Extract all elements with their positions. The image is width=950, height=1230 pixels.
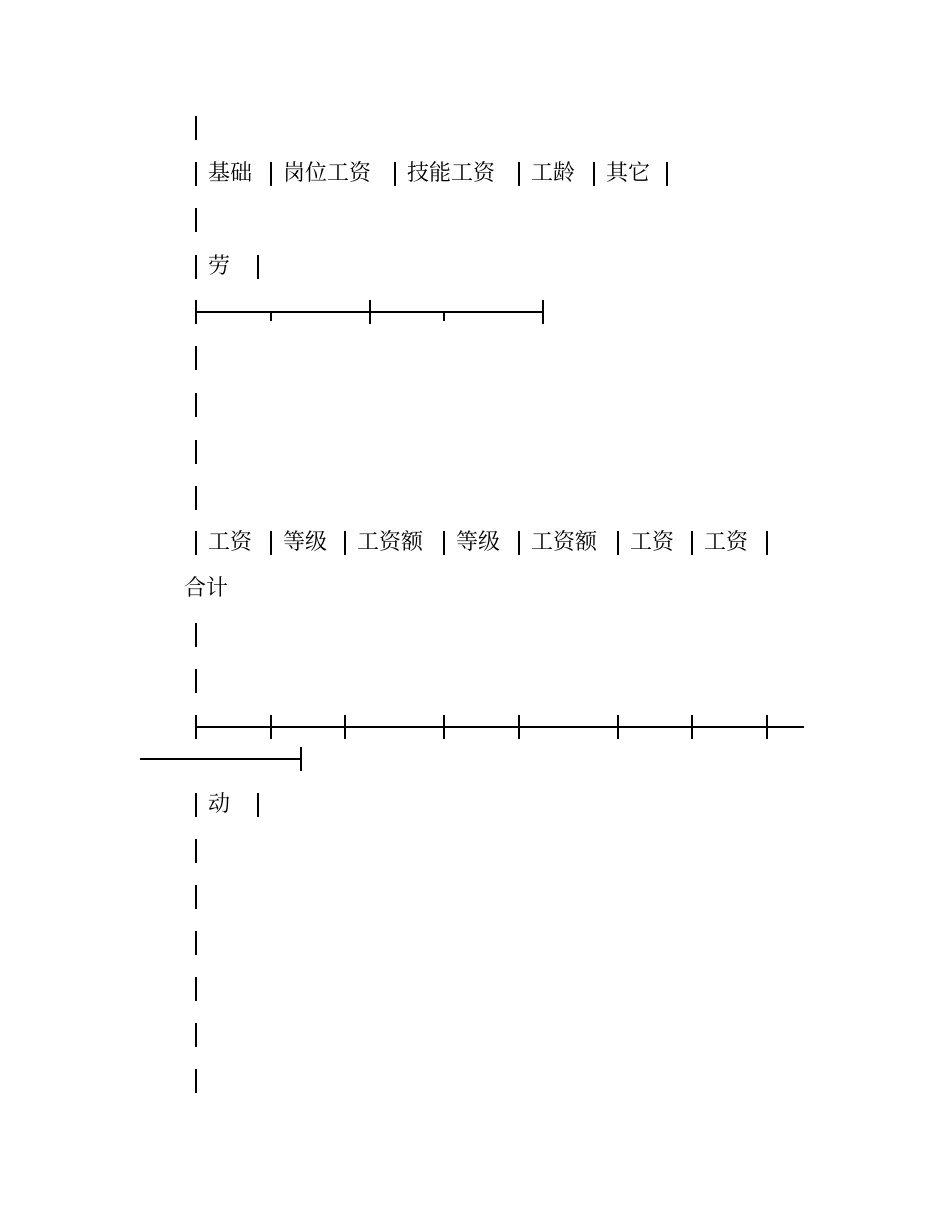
table-cell: 技能工资 — [407, 161, 496, 186]
table-border-bar — [257, 793, 259, 817]
table-rule-cross — [518, 715, 520, 739]
table-cell: 工资 — [630, 530, 675, 555]
table-cell: 劳 — [208, 254, 231, 279]
table-border-bar — [617, 531, 619, 555]
table-rule-right-cap — [542, 300, 544, 324]
table-rule-cross — [270, 715, 272, 739]
table-rule-cross — [617, 715, 619, 739]
table-border-bar — [766, 531, 768, 555]
table-border-bar — [195, 440, 197, 464]
table-border-bar — [195, 839, 197, 863]
table-border-bar — [195, 793, 197, 817]
table-rule-tick — [443, 311, 445, 321]
table-rule-tick — [270, 311, 272, 321]
table-border-bar — [195, 393, 197, 417]
table-cell: 等级 — [456, 530, 501, 555]
table-border-bar — [270, 531, 272, 555]
table-rule-cross — [691, 715, 693, 739]
table-cell: 等级 — [283, 530, 328, 555]
table-border-bar — [195, 486, 197, 510]
table-border-bar — [691, 531, 693, 555]
table-border-bar — [593, 162, 595, 186]
table-cell: 岗位工资 — [283, 161, 372, 186]
table-rule — [140, 758, 302, 760]
table-cell: 其它 — [606, 161, 651, 186]
table-cell: 工龄 — [531, 161, 576, 186]
table-border-bar — [344, 531, 346, 555]
table-cell: 动 — [208, 792, 231, 817]
table-cell: 基础 — [208, 161, 253, 186]
table-border-bar — [195, 208, 197, 232]
table-rule-cross — [766, 715, 768, 739]
table-border-bar — [195, 531, 197, 555]
table-border-bar — [195, 346, 197, 370]
table-cell: 工资额 — [531, 530, 598, 555]
table-cell: 工资额 — [357, 530, 424, 555]
table-cell: 工资 — [208, 530, 253, 555]
table-rule-cross — [344, 715, 346, 739]
table-border-bar — [666, 162, 668, 186]
table-border-bar — [518, 531, 520, 555]
table-border-bar — [443, 531, 445, 555]
table-border-bar — [195, 255, 197, 279]
table-border-bar — [195, 623, 197, 647]
table-border-bar — [195, 669, 197, 693]
table-rule-cross — [443, 715, 445, 739]
table-border-bar — [195, 162, 197, 186]
table-border-bar — [195, 931, 197, 955]
table-border-bar — [195, 885, 197, 909]
table-border-bar — [270, 162, 272, 186]
table-border-bar — [195, 1023, 197, 1047]
table-cell: 工资 — [704, 530, 749, 555]
table-cell: 合计 — [184, 576, 229, 601]
table-border-bar — [257, 255, 259, 279]
table-rule — [195, 726, 804, 728]
table-border-bar — [394, 162, 396, 186]
table-border-bar — [195, 1069, 197, 1093]
table-rule-right-cap — [300, 747, 302, 771]
table-border-bar — [195, 977, 197, 1001]
table-border-bar — [195, 116, 197, 140]
table-rule-cross — [369, 300, 371, 324]
table-border-bar — [518, 162, 520, 186]
